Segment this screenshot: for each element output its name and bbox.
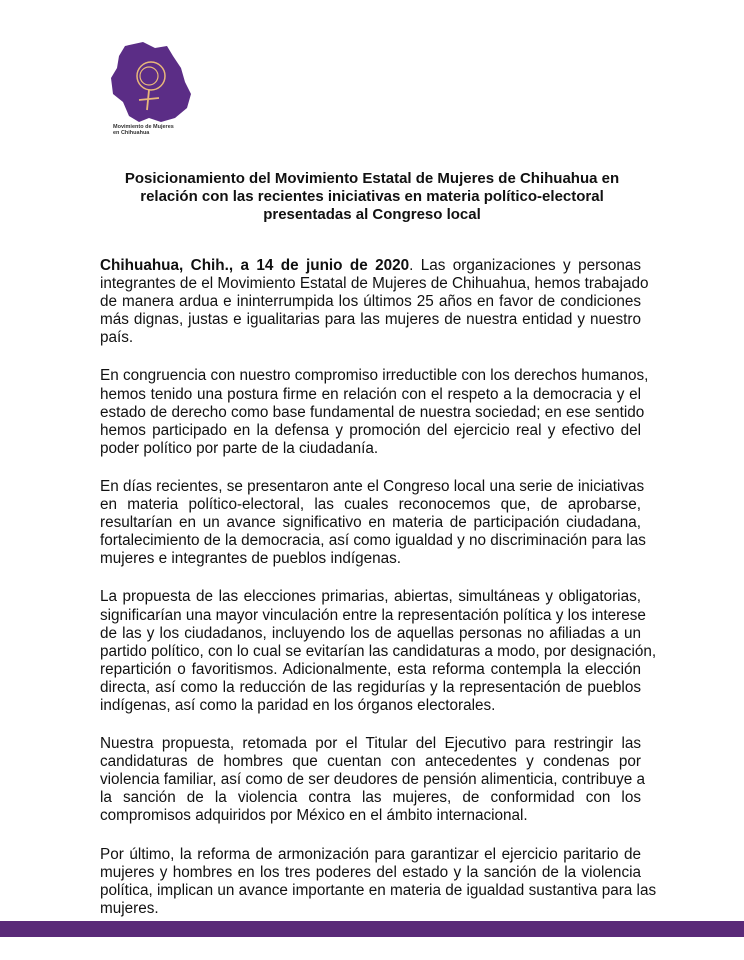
document-body [100, 257, 657, 938]
paragraph-line: país. [100, 329, 134, 347]
paragraph-line: La propuesta de las elecciones primarias, abiertas, simultáneas y obligatorias, [100, 588, 641, 606]
paragraph-line: Por último, la reforma de armonización para garantizar el ejercicio paritario de [100, 845, 641, 863]
paragraph-line: mujeres. [100, 899, 159, 917]
paragraph [100, 588, 657, 715]
paragraph-line: fortalecimiento de la democracia, así como igualdad y no discriminación para las [100, 532, 646, 550]
line-text: . Las organizaciones y personas [409, 257, 641, 274]
title-line: presentadas al Congreso local [263, 206, 481, 223]
paragraph-line: repartición o favoritismos. Adicionalmente, esta reforma contempla la elección [100, 660, 641, 678]
paragraph-line: en materia político-electoral, las cuales reconocemos que, de aprobarse, [100, 496, 641, 514]
paragraph-line: partido político, con lo cual se evitarían las candidaturas a modo, por designación, [100, 642, 657, 660]
paragraph-line: poder político por parte de la ciudadanía. [100, 439, 379, 457]
paragraph-line: directa, así como la reducción de las regidurías y la representación de pueblos [100, 678, 641, 696]
logo-caption-line: en Chihuahua [113, 130, 150, 136]
paragraph-line: más dignas, justas e igualitarias para las mujeres de nuestra entidad y nuestro [100, 311, 641, 329]
logo-caption [113, 124, 174, 136]
paragraph-line: candidaturas de hombres que cuentan con antecedentes y condenas por [100, 753, 641, 771]
paragraph-line: indígenas, así como la paridad en los órganos electorales. [100, 696, 496, 714]
paragraph [100, 845, 657, 918]
logo-caption-line: Movimiento de Mujeres [113, 124, 174, 130]
paragraph-line: En días recientes, se presentaron ante el Congreso local una serie de iniciativas [100, 477, 645, 495]
paragraph [100, 367, 649, 457]
paragraph-line: Nuestra propuesta, retomada por el Titular del Ejecutivo para restringir las [100, 735, 641, 753]
paragraph-line: mujeres e integrantes de pueblos indígenas. [100, 550, 402, 568]
paragraph-line [100, 257, 641, 275]
title-line: relación con las recientes iniciativas en materia político-electoral [140, 188, 604, 205]
dateline: Chihuahua, Chih., a 14 de junio de 2020 [100, 257, 410, 274]
paragraph [100, 735, 646, 825]
paragraph-line: hemos participado en la defensa y promoción del ejercicio real y efectivo del [100, 421, 641, 439]
paragraph-line: mujeres y hombres en los tres poderes del estado y la sanción de la violencia [100, 863, 641, 881]
paragraph-line: significarían una mayor vinculación entre la representación política y los interese [100, 606, 646, 624]
paragraph-line: estado de derecho como base fundamental de nuestra sociedad; en ese sentido [100, 403, 645, 421]
paragraph-line: la sanción de la violencia contra las mujeres, de conformidad con los [100, 789, 641, 807]
paragraph-line: integrantes de el Movimiento Estatal de Mujeres de Chihuahua, hemos trabajado [100, 275, 649, 293]
document-title [100, 170, 644, 224]
paragraph [100, 477, 646, 568]
paragraph-line: resultarían en un avance significativo en materia de participación ciudadana, [100, 514, 641, 532]
paragraph-line: de las y los ciudadanos, incluyendo los de aquellas personas no afiliadas a un [100, 624, 641, 642]
paragraph-line: En congruencia con nuestro compromiso irreductible con los derechos humanos, [100, 367, 649, 385]
title-line: Posicionamiento del Movimiento Estatal de Mujeres de Chihuahua en [124, 170, 620, 187]
paragraph-line: compromisos adquiridos por México en el ámbito internacional. [100, 807, 528, 825]
paragraph-line: política, implican un avance importante en materia de igualdad sustantiva para las [100, 881, 657, 899]
paragraph-line: violencia familiar, así como de ser deudores de pensión alimenticia, contribuye a [100, 771, 646, 789]
footer-bar [0, 921, 744, 937]
paragraph-line: hemos tenido una postura firme en relación con el respeto a la democracia y el [100, 385, 641, 403]
paragraph-line: de manera ardua e ininterrumpida los últimos 25 años en favor de condiciones [100, 293, 641, 311]
paragraph [100, 257, 649, 347]
